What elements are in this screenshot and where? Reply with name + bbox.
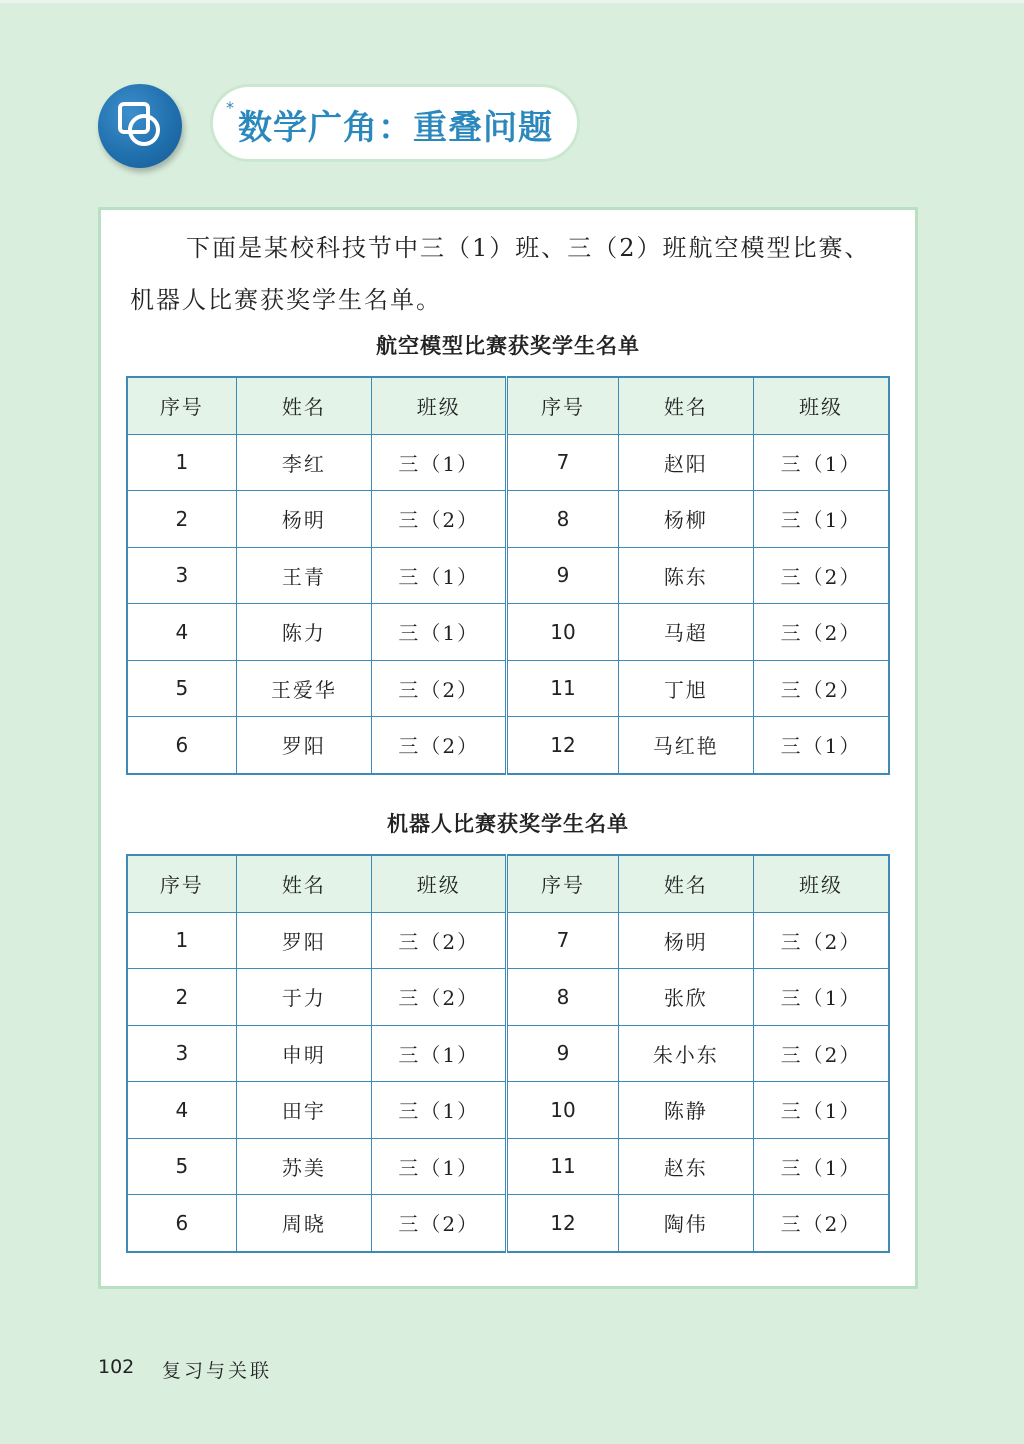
serial-cell: 7 [507,912,618,969]
table-header-row [127,855,889,912]
serial-cell: 5 [127,1138,236,1195]
serial-cell: 10 [507,1082,618,1139]
serial-cell: 11 [507,1138,618,1195]
name-cell: 赵东 [618,1138,753,1195]
serial-cell: 7 [507,434,618,491]
name-cell: 杨柳 [618,491,753,548]
name-cell: 田宇 [236,1082,371,1139]
table-row [127,1082,889,1139]
serial-cell: 6 [127,717,236,774]
serial-cell: 12 [507,717,618,774]
serial-cell: 6 [127,1195,236,1252]
class-cell: 三（1） [754,491,889,548]
table-row [127,1025,889,1082]
class-cell: 三（2） [754,660,889,717]
intro-line-2: 机器人比赛获奖学生名单。 [130,286,442,314]
page-title: 数学广角：重叠问题 [238,108,553,148]
column-header: 班级 [754,855,889,912]
class-cell: 三（1） [372,1025,507,1082]
table-row [127,491,889,548]
name-cell: 于力 [236,969,371,1026]
page-number: 102 [98,1356,135,1378]
table-row [127,1195,889,1252]
column-header: 班级 [754,377,889,434]
name-cell: 丁旭 [618,660,753,717]
table-header-row [127,377,889,434]
column-header: 姓名 [236,855,371,912]
class-cell: 三（2） [372,491,507,548]
serial-cell: 5 [127,660,236,717]
class-cell: 三（2） [372,969,507,1026]
table-row [127,1138,889,1195]
serial-cell: 11 [507,660,618,717]
serial-cell: 9 [507,547,618,604]
serial-cell: 3 [127,1025,236,1082]
serial-cell: 1 [127,434,236,491]
table-row [127,969,889,1026]
serial-cell: 10 [507,604,618,661]
serial-cell: 3 [127,547,236,604]
class-cell: 三（2） [372,1195,507,1252]
serial-cell: 8 [507,969,618,1026]
name-cell: 陶伟 [618,1195,753,1252]
name-cell: 杨明 [618,912,753,969]
class-cell: 三（2） [372,660,507,717]
footer-section: 复习与关联 [162,1360,273,1382]
name-cell: 王青 [236,547,371,604]
class-cell: 三（1） [372,1082,507,1139]
title-star: * [226,98,234,117]
name-cell: 罗阳 [236,912,371,969]
class-cell: 三（2） [754,547,889,604]
page-top-line [0,0,1024,3]
robot-award-table [126,854,890,1253]
column-header: 班级 [372,855,507,912]
table-row [127,547,889,604]
class-cell: 三（2） [754,1195,889,1252]
name-cell: 申明 [236,1025,371,1082]
serial-cell: 12 [507,1195,618,1252]
class-cell: 三（2） [754,912,889,969]
name-cell: 张欣 [618,969,753,1026]
table-row [127,434,889,491]
name-cell: 周晓 [236,1195,371,1252]
class-cell: 三（1） [754,717,889,774]
class-cell: 三（2） [754,1025,889,1082]
class-cell: 三（1） [754,969,889,1026]
name-cell: 王爱华 [236,660,371,717]
aviation-award-table [126,376,890,775]
serial-cell: 1 [127,912,236,969]
table-row [127,660,889,717]
column-header: 序号 [127,855,236,912]
name-cell: 陈静 [618,1082,753,1139]
class-cell: 三（1） [754,1138,889,1195]
table-caption-aviation: 航空模型比赛获奖学生名单 [376,334,640,358]
column-header: 序号 [507,377,618,434]
table-row [127,717,889,774]
column-header: 序号 [127,377,236,434]
serial-cell: 8 [507,491,618,548]
class-cell: 三（1） [372,604,507,661]
serial-cell: 4 [127,604,236,661]
class-cell: 三（2） [754,604,889,661]
class-cell: 三（1） [372,434,507,491]
column-header: 姓名 [618,855,753,912]
serial-cell: 2 [127,969,236,1026]
overlap-squares-icon [98,84,182,168]
class-cell: 三（2） [372,912,507,969]
table-row [127,604,889,661]
name-cell: 陈力 [236,604,371,661]
intro-line-1: 下面是某校科技节中三（1）班、三（2）班航空模型比赛、 [186,234,871,262]
serial-cell: 4 [127,1082,236,1139]
column-header: 姓名 [618,377,753,434]
column-header: 班级 [372,377,507,434]
name-cell: 马超 [618,604,753,661]
name-cell: 罗阳 [236,717,371,774]
class-cell: 三（1） [754,1082,889,1139]
column-header: 姓名 [236,377,371,434]
table-caption-robot: 机器人比赛获奖学生名单 [387,812,629,836]
section-badge [98,84,182,168]
serial-cell: 9 [507,1025,618,1082]
name-cell: 杨明 [236,491,371,548]
name-cell: 赵阳 [618,434,753,491]
name-cell: 朱小东 [618,1025,753,1082]
serial-cell: 2 [127,491,236,548]
table-row [127,912,889,969]
name-cell: 李红 [236,434,371,491]
class-cell: 三（1） [372,547,507,604]
class-cell: 三（1） [372,1138,507,1195]
name-cell: 苏美 [236,1138,371,1195]
intro-paragraph [130,222,900,326]
column-header: 序号 [507,855,618,912]
name-cell: 陈东 [618,547,753,604]
class-cell: 三（2） [372,717,507,774]
name-cell: 马红艳 [618,717,753,774]
class-cell: 三（1） [754,434,889,491]
